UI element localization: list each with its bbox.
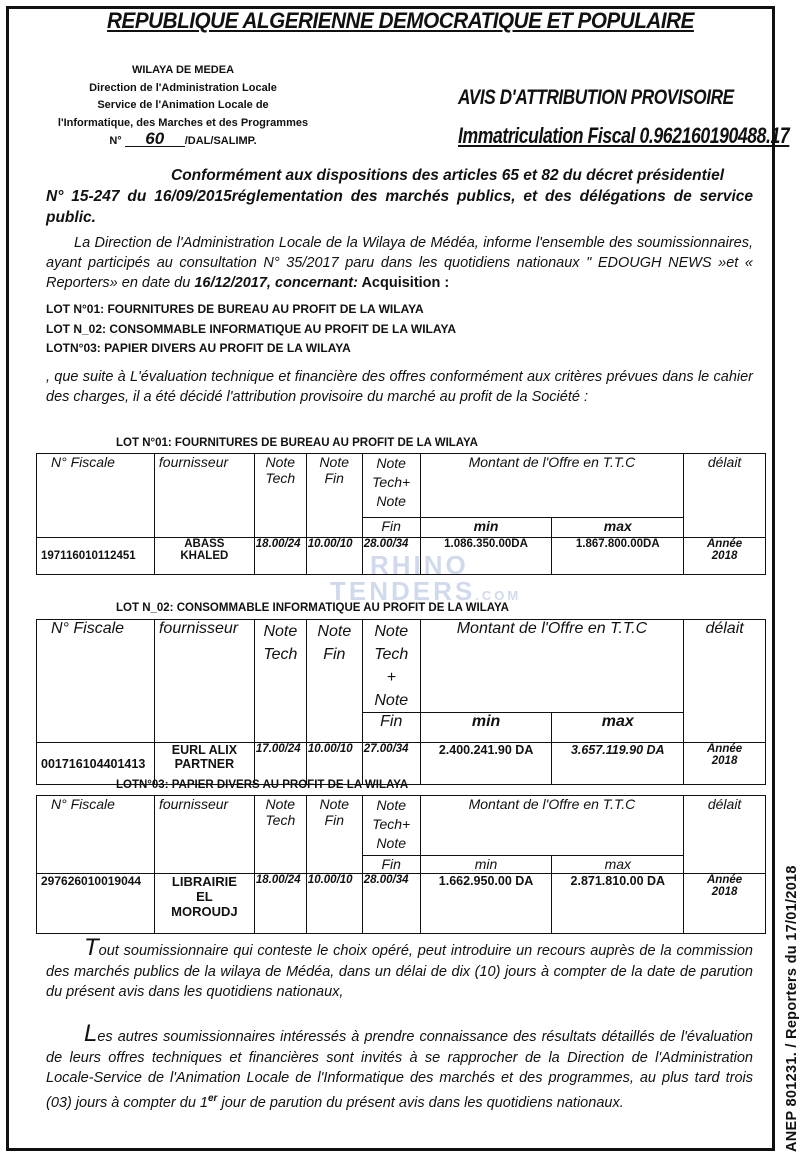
montant-min-value: 1.662.950.00 DA — [420, 874, 552, 934]
fiscal-value: 197116010112451 — [37, 538, 155, 575]
header-min: min — [420, 713, 552, 743]
autres-text-b: jour de parution du présent avis dans les quotidiens nationaux. — [217, 1094, 624, 1111]
intro-concernant: , concernant: — [266, 275, 358, 291]
intro-text: La Direction de l'Administration Locale de la Wilaya de Médéa, informe l'ensemble des soumissionnaires, ayant participés au consultation N° 35/2017 paru dans les quotidiens nationaux " EDOUGH NEWS »et « Reporters» en date du — [46, 235, 753, 291]
header-note-fin: Note Fin — [306, 620, 362, 743]
header-fournisseur: fournisseur — [154, 620, 254, 743]
header-note-total: Note Tech+ Note — [362, 454, 420, 518]
table-row — [37, 874, 766, 934]
note-total-value: 27.00/34 — [362, 743, 420, 785]
lot1-caption: LOT N°01: FOURNITURES DE BUREAU AU PROFIT DE LA WILAYA — [116, 437, 478, 449]
header-note-total-fin: Fin — [362, 518, 420, 538]
header-note-total-fin: Fin — [362, 713, 420, 743]
montant-min-value: 2.400.241.90 DA — [420, 743, 552, 785]
note-fin-value: 10.00/10 — [306, 874, 362, 934]
reference-prefix: N° — [109, 135, 122, 147]
delai-value: Année 2018 — [684, 743, 766, 785]
intro-acquisition: Acquisition : — [357, 275, 450, 291]
header-fiscal: N° Fiscale — [37, 620, 155, 743]
side-label: ANEP 801231. / Reporters du 17/01/2018 — [784, 865, 800, 1152]
header-fiscal: N° Fiscale — [37, 454, 155, 538]
service-label-1: Service de l'Animation Locale de — [97, 99, 269, 111]
service-label-2: l'Informatique, des Marches et des Programmes — [57, 116, 309, 129]
lots-list — [46, 300, 456, 359]
republique-title: REPUBLIQUE ALGERIENNE DEMOCRATIQUE ET POPULAIRE — [107, 8, 694, 33]
header-delai: délait — [684, 454, 766, 538]
montant-max-value: 3.657.119.90 DA — [552, 743, 684, 785]
header-note-tech: Note Tech — [254, 620, 306, 743]
fiscal-value: 297626010019044 — [37, 874, 155, 934]
fiscal-value: 001716104401413 — [37, 743, 155, 785]
montant-max-value: 2.871.810.00 DA — [552, 874, 684, 934]
note-tech-value: 17.00/24 — [254, 743, 306, 785]
lot2-table — [36, 619, 766, 785]
header-montant: Montant de l'Offre en T.T.C — [420, 620, 683, 713]
header-note-total: Note Tech + Note — [362, 620, 420, 713]
header-note-tech: Note Tech — [254, 796, 306, 874]
fournisseur-value: ABASS KHALED — [154, 538, 254, 575]
lot2-caption: LOT N_02: CONSOMMABLE INFORMATIQUE AU PROFIT DE LA WILAYA — [116, 602, 509, 614]
montant-min-value: 1.086.350.00DA — [420, 538, 552, 575]
note-tech-value: 18.00/24 — [254, 538, 306, 575]
lot3-caption: LOTN°03: PAPIER DIVERS AU PROFIT DE LA WILAYA — [116, 779, 409, 791]
conformement-line-2: N° 15-247 du 16/09/2015réglementation des marchés publics, et des délégations de service public. — [46, 188, 753, 226]
header-min: min — [420, 856, 552, 874]
reference-value: 60 — [125, 132, 185, 147]
fournisseur-value: EURL ALIX PARTNER — [154, 743, 254, 785]
conformement-line-1: Conformément aux dispositions des articles 65 et 82 du décret présidentiel — [171, 167, 724, 184]
header-note-total: Note Tech+ Note — [362, 796, 420, 856]
header-delai: délait — [684, 796, 766, 874]
header-fournisseur: fournisseur — [154, 796, 254, 874]
header-montant: Montant de l'Offre en T.T.C — [420, 796, 683, 856]
header-fiscal: N° Fiscale — [37, 796, 155, 874]
recours-text: out soumissionnaire qui conteste le choix opéré, peut introduire un recours auprès de la commission des marchés publics de la wilaya de Médéa, dans un délai de dix (10) jours à compter de la date de parution du présent avis dans les quotidiens nationaux, — [46, 943, 753, 1000]
header-note-tech: Note Tech — [254, 454, 306, 538]
watermark-logo — [330, 552, 521, 609]
header-min: min — [420, 518, 552, 538]
header-max: max — [552, 713, 684, 743]
lot-item: LOTN°03: PAPIER DIVERS AU PROFIT DE LA WILAYA — [46, 341, 351, 355]
autres-paragraph — [46, 1020, 753, 1113]
intro-paragraph — [46, 233, 753, 293]
header-note-fin: Note Fin — [306, 796, 362, 874]
montant-max-value: 1.867.800.00DA — [552, 538, 684, 575]
watermark-line-2: TENDERS — [330, 576, 476, 606]
direction-label: Direction de l'Administration Locale — [89, 81, 277, 94]
header-note-fin: Note Fin — [306, 454, 362, 538]
header-fournisseur: fournisseur — [154, 454, 254, 538]
wilaya-label: WILAYA DE MEDEA — [131, 64, 235, 76]
delai-value: Année 2018 — [684, 874, 766, 934]
conformement-paragraph — [46, 165, 753, 228]
lot3-table — [36, 795, 766, 934]
note-fin-value: 10.00/10 — [306, 743, 362, 785]
reference-suffix: /DAL/SALIMP. — [184, 135, 257, 147]
watermark-line-1: RHINO — [370, 550, 469, 580]
header-max: max — [552, 856, 684, 874]
note-total-value: 28.00/34 — [362, 538, 420, 575]
header-max: max — [552, 518, 684, 538]
immatriculation: Immatriculation Fiscal 0.962160190488.17 — [458, 123, 790, 148]
lot-item: LOT N_02: CONSOMMABLE INFORMATIQUE AU PROFIT DE LA WILAYA — [46, 321, 457, 336]
note-tech-value: 18.00/24 — [254, 874, 306, 934]
delai-value: Année 2018 — [684, 538, 766, 575]
watermark-com: .COM — [475, 588, 522, 603]
header-delai: délait — [684, 620, 766, 743]
header-montant: Montant de l'Offre en T.T.C — [420, 454, 684, 518]
suite-paragraph: , que suite à L'évaluation technique et financière des offres conformément aux critères prévues dans le cahier des charges, il a été décidé l'attribution provisoire du marché au profit de la Société : — [46, 369, 753, 405]
autres-sup: er — [208, 1092, 218, 1104]
intro-date: 16/12/2017 — [194, 275, 267, 291]
header-note-total-fin: Fin — [362, 856, 420, 874]
recours-initial: T — [84, 934, 99, 961]
autres-text-a: es autres soumissionnaires intéressés à prendre connaissance des résultats détaillés de l'évaluation de leurs offres techniques et financières sont invités à se rapprocher de la Direction de l'Administration Locale-Service de l'Animation Locale de l'Informatique des marchés et des programmes, au plus tard trois (03) jours à compter du 1 — [46, 1029, 753, 1111]
note-total-value: 28.00/34 — [362, 874, 420, 934]
lot-item: LOT N°01: FOURNITURES DE BUREAU AU PROFIT DE LA WILAYA — [46, 302, 424, 316]
fournisseur-value: LIBRAIRIE EL MOROUDJ — [154, 874, 254, 934]
reference-number — [109, 129, 257, 151]
avis-title: AVIS D'ATTRIBUTION PROVISOIRE — [458, 86, 734, 109]
note-fin-value: 10.00/10 — [306, 538, 362, 575]
recours-paragraph — [46, 934, 753, 1003]
issuer-block — [28, 62, 338, 151]
autres-initial: L — [84, 1020, 98, 1047]
